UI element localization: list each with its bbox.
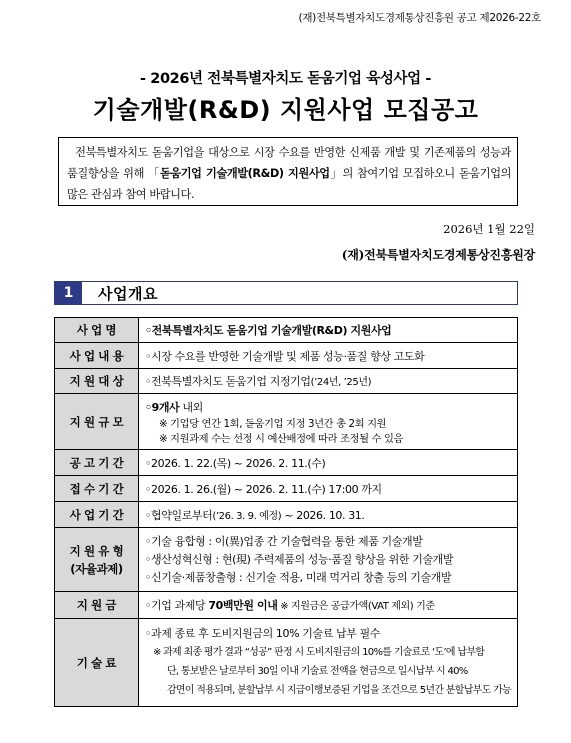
table-row: [55, 528, 518, 592]
intro-text-2: 」의 참여기업 모집하오니 돋움기업의 많은 관심과 참여 바랍니다.: [67, 167, 512, 201]
announcement-subtitle: - 2026년 전북특별자치도 돋움기업 육성사업 -: [140, 71, 431, 87]
period-end: ~ 2026. 10. 31.: [281, 508, 365, 522]
announcement-title: 기술개발(R&D) 지원사업 모집공고: [92, 96, 479, 124]
row-label: 사 업 내 용: [55, 343, 139, 369]
target-main: ◦전북특별자치도 돋움기업 지정기업: [144, 375, 311, 388]
row-label: [55, 528, 139, 592]
section-number: 1: [55, 282, 82, 304]
types-label-2: (자율과제): [70, 561, 123, 576]
row-label: 지 원 금: [55, 592, 139, 619]
row-value: [138, 592, 517, 619]
table-row: [55, 476, 518, 502]
fee-note-2: 단, 통보받은 날로부터 30일 이내 기술료 전액을 현금으로 일시납부 시 40%: [166, 666, 468, 677]
scale-rest: 내외: [179, 400, 203, 414]
intro-box: [58, 137, 518, 206]
period-main: ◦협약일로부터: [144, 508, 213, 522]
row-value: ◦2026. 1. 22.(목) ~ 2026. 2. 11.(수): [138, 450, 517, 476]
project-overview-table: [54, 317, 518, 707]
table-row: [55, 450, 518, 476]
type-line-2: ◦생산성혁신형 : 현(現) 주력제품의 성능·품질 향상을 위한 기술개발: [144, 552, 454, 566]
row-value: ◦2026. 1. 26.(월) ~ 2026. 2. 11.(수) 17:00 까지: [138, 476, 517, 502]
fee-note: [145, 643, 511, 700]
row-value: ◦시장 수요를 반영한 기술개발 및 제품 성능·품질 향상 고도화: [138, 343, 517, 369]
row-label: 지 원 대 상: [55, 369, 139, 394]
funding-note: ※ 지원금은 공급가액(VAT 제외) 기준: [277, 601, 435, 612]
row-label: 사 업 명: [55, 318, 139, 343]
row-value: [138, 502, 517, 528]
intro-text-1: 전북특별자치도 돋움기업을 대상으로 시장 수요를 반영한 신제품 개발 및 기존제품의 성능과 품질향상을 위해 「: [67, 146, 511, 180]
document-number: (재)전북특별자치도경제통상진흥원 공고 제2026-22호: [298, 12, 541, 24]
table-row: [55, 394, 518, 450]
period-tail: (’26. 3. 9. 예정): [212, 510, 282, 522]
row-value: [138, 369, 517, 394]
row-value: ◦전북특별자치도 돋움기업 기술개발(R&D) 지원사업: [138, 318, 517, 343]
table-row: [55, 592, 518, 619]
funding-main: ◦기업 과제당: [144, 599, 209, 612]
section-title: 사업개요: [98, 284, 158, 303]
table-row: [55, 318, 518, 343]
fee-note-3: 감면이 적용되며, 분할납부 시 지급이행보증된 기업을 조건으로 5년간 분할납부도 가능: [166, 685, 511, 696]
types-label-1: 지 원 유 형: [69, 543, 124, 558]
type-line-3: ◦신기술·제품창출형 : 신기술 적용, 미래 먹거리 창출 등의 기술개발: [144, 570, 452, 584]
fee-note-1: ※ 과제 최종 평가 결과 “성공” 판정 시 도비지원금의 10%를 기술료로 ‘도’에 납부함: [152, 647, 485, 658]
table-row: [55, 369, 518, 394]
announcement-date: 2026년 1월 22일: [443, 222, 535, 236]
organization-name: (재)전북특별자치도경제통상진흥원장: [341, 248, 535, 262]
row-label: 사 업 기 간: [55, 502, 139, 528]
row-value: [138, 619, 517, 707]
row-value: [138, 528, 517, 592]
table-row: [55, 502, 518, 528]
section-header: [54, 281, 518, 305]
intro-text-bold: 돋움기업 기술개발(R&D) 지원사업: [159, 167, 330, 180]
row-label: 접 수 기 간: [55, 476, 139, 502]
row-label: 공 고 기 간: [55, 450, 139, 476]
row-value: [138, 394, 517, 450]
table-row: [55, 619, 518, 707]
row-label: 지 원 규 모: [55, 394, 139, 450]
funding-amount: 70백만원 이내: [208, 599, 278, 612]
target-tail: (’24년, ’25년): [310, 377, 372, 388]
scale-note-1: ※ 기업당 연간 1회, 돋움기업 지정 3년간 총 2회 지원: [158, 417, 387, 430]
fee-line-1: ◦과제 종료 후 도비지원금의 10% 기술료 납부 필수: [144, 627, 381, 640]
scale-count: ◦9개사: [144, 400, 180, 414]
scale-note-2: ※ 지원과제 수는 선정 시 예산배정에 따라 조정될 수 있음: [158, 432, 404, 445]
row-label: 기 술 료: [55, 619, 139, 707]
table-row: [55, 343, 518, 369]
type-line-1: ◦기술 융합형 : 이(異)업종 간 기술협력을 통한 제품 기술개발: [144, 534, 423, 548]
